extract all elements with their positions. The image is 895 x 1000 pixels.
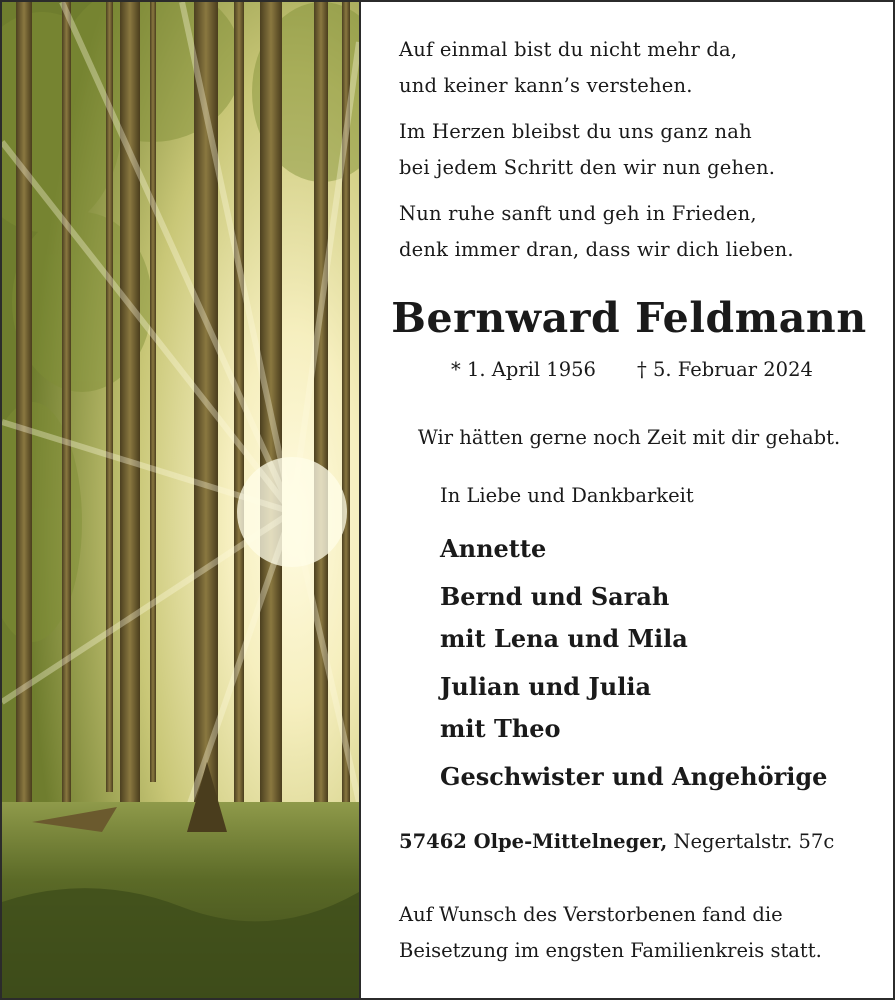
mourner-group [440, 756, 827, 798]
mourners-list [440, 528, 827, 804]
mourner-group [440, 528, 827, 570]
signoff: In Liebe und Dankbarkeit [440, 484, 694, 507]
poem-line: bei jedem Schritt den wir nun gehen. [399, 156, 776, 179]
obituary-text [361, 2, 893, 998]
mourner-name: mit Lena und Mila [440, 624, 688, 653]
note-line: Beisetzung im engsten Familienkreis statt. [399, 939, 822, 962]
farewell-quote: Wir hätten gerne noch Zeit mit dir gehabt. [417, 426, 841, 449]
poem-line: Im Herzen bleibst du uns ganz nah [399, 120, 752, 143]
poem-line: Nun ruhe sanft und geh in Frieden, [399, 202, 757, 225]
mourner-name: Bernd und Sarah [440, 582, 670, 611]
mourner-group [440, 576, 827, 660]
address-street: Negertalstr. 57c [673, 830, 835, 853]
deceased-name: Bernward Feldmann [391, 294, 867, 342]
poem-stanza [399, 114, 879, 186]
forest-sunbeams-illustration [2, 2, 359, 998]
mourner-name: Annette [440, 534, 547, 563]
mourner-group [440, 666, 827, 750]
poem-line: und keiner kann’s verstehen. [399, 74, 693, 97]
mourner-name: mit Theo [440, 714, 561, 743]
mourner-name: Julian und Julia [440, 672, 652, 701]
note-line: Auf Wunsch des Verstorbenen fand die [399, 903, 783, 926]
forest-image [2, 2, 359, 998]
mourner-name: Geschwister und Angehörige [440, 762, 828, 791]
burial-note [399, 897, 822, 969]
poem-stanza [399, 196, 879, 268]
death-date: † 5. Februar 2024 [637, 358, 813, 381]
poem-line: denk immer dran, dass wir dich lieben. [399, 238, 794, 261]
poem-stanza [399, 32, 879, 104]
poem-line: Auf einmal bist du nicht mehr da, [399, 38, 738, 61]
address [399, 830, 834, 853]
poem [399, 32, 879, 278]
address-place: 57462 Olpe-Mittelneger, [399, 830, 668, 853]
birth-date: * 1. April 1956 [451, 358, 596, 381]
